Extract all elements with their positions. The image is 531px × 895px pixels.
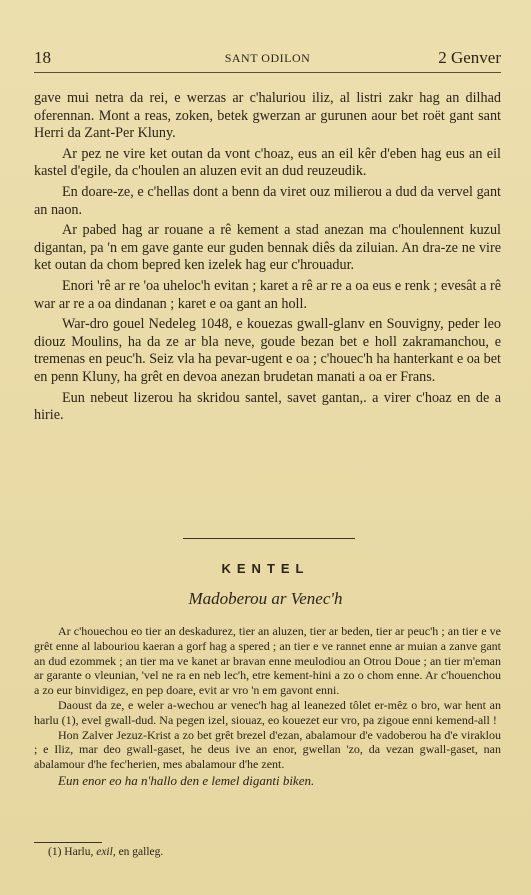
footnote: [48, 846, 163, 858]
paragraph: Enori 'rê ar re 'oa uheloc'h evitan ; karet a rê ar re a oa eus e renk ; evesât a rê war ar re a oa dindanan ; karet e oa gant an holl.: [34, 277, 501, 312]
section-subtitle: Madoberou ar Venec'h: [188, 589, 343, 608]
running-header: [34, 48, 501, 70]
footnote-rest: en galleg.: [118, 846, 164, 858]
paragraph: Ar c'houechou eo tier an deskadurez, tier an aluzen, tier ar beden, tier ar peuc'h ; an tier e ve grêt enne al labouriou kaeran a gorf hag a spered ; an tier e ve rannet enne ar muian a zanve gant an dud ezommek ; an tier ma ve kanet ar bravan enne meulodiou an Otrou Doue ; an tier m'eman ar garante o vleunian, 'vel ne ra en neb lec'h, etre kement-hini a zo o chom enne. Ar c'houenchou a zo eur binvidigez, en pep doare, evit ar vro 'n em gavont enni.: [34, 624, 501, 698]
footnote-rule: [34, 842, 102, 843]
paragraph: Hon Zalver Jezuz-Krist a zo bet grêt brezel d'ezan, abalamour d'e vadoberou ha d'e viraklou ; e Iliz, mar deo gwall-gaset, he deus ive an enor, gwellan 'zo, da vezan gwall-gaset, nan abalamour d'he fec'herien, mes abalamour d'he zent.: [34, 727, 501, 772]
paragraph: Ar pez ne vire ket outan da vont c'hoaz, eus an eil kêr d'eben hag eus an eil kastel d'egile, da c'houlen an aluzen evit an dud reuzeudik.: [34, 145, 501, 180]
footnote-marker: (1) Harlu,: [48, 846, 94, 858]
paragraph: gave mui netra da rei, e werzas ar c'haluriou iliz, al listri zakr hag an dilhad oferennan. Mont a reas, zoken, betek gwerzan ar gurunen aour bet roët gant sant Herri da Zant-Per Kluny.: [34, 90, 501, 142]
running-date: 2 Genver: [438, 48, 501, 67]
paragraph: En doare-ze, e c'hellas dont a benn da viret ouz milierou a dud da vervel gant an naon.: [34, 183, 501, 218]
section-heading: KENTEL: [221, 561, 310, 576]
footnote-term: exil,: [96, 846, 116, 858]
lesson-text: [34, 624, 501, 789]
closing-line: Eun enor eo ha n'hallo den e lemel diganti biken.: [58, 772, 315, 788]
main-text: [34, 90, 501, 428]
running-title: SANT ODILON: [224, 51, 311, 65]
page-number: 18: [34, 48, 51, 67]
section-divider: [183, 538, 355, 539]
paragraph: War-dro gouel Nedeleg 1048, e kouezas gwall-glanv en Souvigny, peder leo diouz Moulins, ha da ze ar bla neve, goude bezan bet e holl zakramanchou, e tremenas en peuc'h. Seiz vla ha pevar-ugent e oa ; c'houec'h ha hanterkant e oa bet en penn Kluny, ha grêt en devoa anezan brudetan manati a oa er Frans.: [34, 316, 501, 385]
paragraph: Ar pabed hag ar rouane a rê kement a stad anezan ma c'houlennent kuzul digantan, pa 'n em gave gante eur guden bennak diês da ziluian. An dra-ze ne vire ket outan da chom bepred ken izelek hag eur c'hrouadur.: [34, 222, 501, 274]
header-rule: [34, 72, 501, 73]
paragraph: Eun nebeut lizerou ha skridou santel, savet gantan,. a virer c'hoaz en de a hirie.: [34, 389, 501, 424]
paragraph: Daoust da ze, e weler a-wechou ar venec'h hag al leanezed tôlet er-mêz o bro, war hent an harlu (1), evel gwall-dud. Na pegen izel, siouaz, eo kouezet eur vro, pa zigoue enni kemend-all !: [34, 697, 501, 727]
